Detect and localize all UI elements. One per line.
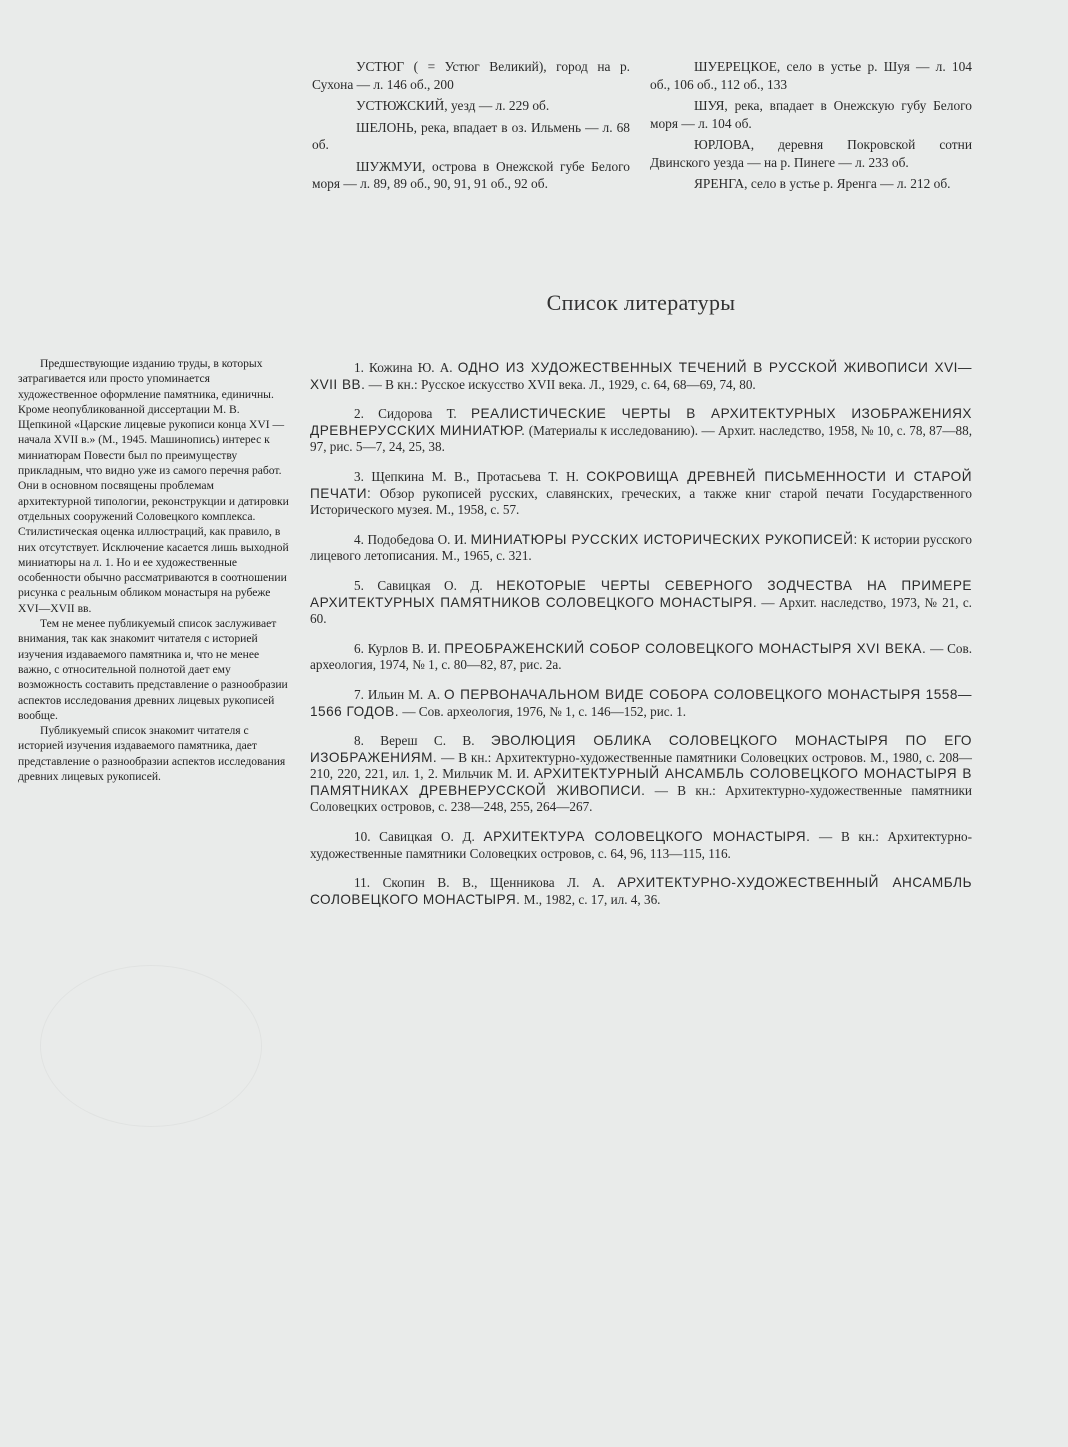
ref-title: РЕАЛИСТИЧЕСКИЕ ЧЕРТЫ В АРХИТЕКТУРНЫХ ИЗОБРАЖЕНИЯХ ДРЕВНЕРУССКИХ МИНИАТЮР. [310,406,973,438]
ref-source: К истории русского лицевого летописания. М., 1965, с. 321. [310,531,972,564]
ref-author: 4. Подобедова О. И. [354,531,471,547]
index-column-left [312,58,630,197]
index-column-right [650,58,972,197]
bibliography-entry [310,687,972,720]
bibliography-entry [310,360,972,393]
ref-source: Обзор рукописей русских, славянских, греческих, а также книг старой печати Государственного Исторического музея. М., 1958, с. 57. [310,485,972,518]
ref-author: 2. Сидорова Т. [354,406,471,422]
bibliography-entry [310,733,972,816]
side-note [18,356,290,784]
bibliography-entry [310,829,972,862]
ref-author: 3. Щепкина М. В., Протасьева Т. Н. [354,468,587,484]
ref-source: — В кн.: Архитектурно-художественные памятники Соловецких островов, с. 238—248, 255, 264—267. [310,782,972,815]
ref-author: 7. Ильин М. А. [354,686,445,702]
bibliography-entry [310,875,972,908]
bibliography-entry [310,406,972,456]
ref-author: 5. Савицкая О. Д. [354,577,497,593]
index-entry: УСТЮЖСКИЙ, уезд — л. 229 об. [356,98,550,113]
side-note-paragraph: Публикуемый список знакомит читателя с историей изучения издаваемого памятника, дает представление о разнообразии аспектов исследования древних лицевых рукописей. [18,724,286,784]
ref-title: МИНИАТЮРЫ РУССКИХ ИСТОРИЧЕСКИХ РУКОПИСЕЙ: [470,531,858,547]
bibliography-entry [310,469,972,519]
ref-author: 11. Скопин В. В., Щенникова Л. А. [354,875,618,891]
ref-title: АРХИТЕКТУРА СОЛОВЕЦКОГО МОНАСТЫРЯ. [483,829,811,845]
ref-title: АРХИТЕКТУРНО-ХУДОЖЕСТВЕННЫЙ АНСАМБЛЬ СОЛОВЕЦКОГО МОНАСТЫРЯ. [310,875,972,907]
ref-source: — В кн.: Архитектурно-художественные памятники Соловецких островов. М., 1980, с. 208—210, 220, 221, ил. 1, 2. Мильчик М. И. [310,749,972,782]
index-entry: УСТЮГ ( = Устюг Великий), город на р. Сухона — л. 146 об., 200 [312,59,630,92]
index-entry: ШЕЛОНЬ, река, впадает в оз. Ильмень — л. 68 об. [312,119,630,152]
index-entry: ШУЯ, река, впадает в Онежскую губу Белого моря — л. 104 об. [650,98,972,131]
ref-title: ОДНО ИЗ ХУДОЖЕСТВЕННЫХ ТЕЧЕНИЙ В РУССКОЙ ЖИВОПИСИ XVI—XVII ВВ. [310,360,973,392]
index-entry: ШУЖМУИ, острова в Онежской губе Белого моря — л. 89, 89 об., 90, 91, 91 об., 92 об. [312,158,630,191]
index-entry: ЯРЕНГА, село в устье р. Яренга — л. 212 об. [694,176,951,191]
index-entry: ЮРЛОВА, деревня Покровской сотни Двинского уезда — на р. Пинеге — л. 233 об. [650,137,972,170]
ref-author: 10. Савицкая О. Д. [354,829,484,845]
ref-title: О ПЕРВОНАЧАЛЬНОМ ВИДЕ СОБОРА СОЛОВЕЦКОГО МОНАСТЫРЯ 1558—1566 ГОДОВ. [310,686,973,719]
bibliography-entry [310,578,972,628]
ref-source: — Архит. наследство, 1973, № 21, с. 60. [310,594,972,627]
ref-source: М., 1982, с. 17, ил. 4, 36. [520,891,661,907]
ref-title: ЭВОЛЮЦИЯ ОБЛИКА СОЛОВЕЦКОГО МОНАСТЫРЯ ПО ЕГО ИЗОБРАЖЕНИЯМ. [310,733,972,765]
side-note-paragraph: Предшествующие изданию труды, в которых затрагивается или просто упоминается художественное оформление памятника, единичны. Кроме неопубликованной диссертации М. В. Щепкиной «Царские лицевые рукописи конца XVI — начала XVII в.» (М., 1945. Машинопись) интерес к миниатюрам Повести был по преимуществу прикладным, что видно уже из самого перечня работ. Они в основном посвящены проблемам архитектурной типологии, реконструкции и датировки отдельных сооружений Соловецкого комплекса. Стилистическая оценка иллюстраций, как правило, в них отсутствует. Исключение касается лишь выходной миниатюры на л. 1. Но и ее художественные особенности обычно рассматриваются в соотношении рисунка с реальным обликом монастыря на рубеже XVI—XVII вв. [18,357,289,615]
bibliography-entry [310,641,972,674]
ref-source: — В кн.: Архитектурно-художественные памятники Соловецких островов, с. 64, 96, 113—115, 116. [310,829,972,861]
ref-source: — Сов. археология, 1976, № 1, с. 146—152, рис. 1. [399,703,687,719]
ref-source: — Сов. археология, 1974, № 1, с. 80—82, 87, рис. 2а. [310,640,972,673]
ref-title: АРХИТЕКТУРНЫЙ АНСАМБЛЬ СОЛОВЕЦКОГО МОНАСТЫРЯ В ПАМЯТНИКАХ ДРЕВНЕРУССКОЙ ЖИВОПИСИ. [310,766,972,798]
ref-source: (Материалы к исследованию). — Архит. наследство, 1958, № 10, с. 78, 87—88, 97, рис. 5—7, 24, 25, 38. [310,422,972,455]
ref-title: НЕКОТОРЫЕ ЧЕРТЫ СЕВЕРНОГО ЗОДЧЕСТВА НА ПРИМЕРЕ АРХИТЕКТУРНЫХ ПАМЯТНИКОВ СОЛОВЕЦКОГО МОНАСТЫРЯ. [310,577,972,610]
ref-author: 1. Кожина Ю. А. [354,360,458,375]
section-title: Список литературы [546,290,736,315]
ref-title: ПРЕОБРАЖЕНСКИЙ СОБОР СОЛОВЕЦКОГО МОНАСТЫРЯ XVI ВЕКА. [444,640,927,656]
ref-author: 8. Вереш С. В. [354,733,491,749]
index-entry: ШУЕРЕЦКОЕ, село в устье р. Шуя — л. 104 об., 106 об., 112 об., 133 [650,59,972,92]
faint-stamp [40,965,262,1127]
ref-author: 6. Курлов В. И. [354,640,445,656]
side-note-paragraph: Тем не менее публикуемый список заслуживает внимания, так как знакомит читателя с историей изучения издаваемого памятника и, что не менее важно, с относительной полнотой дает ему возможность составить представление о разнообразии аспектов исследования древних лицевых рукописей вообще. [18,617,288,722]
bibliography-list [310,360,972,921]
ref-title: СОКРОВИЩА ДРЕВНЕЙ ПИСЬМЕННОСТИ И СТАРОЙ ПЕЧАТИ: [310,468,972,501]
ref-source: — В кн.: Русское искусство XVII века. Л., 1929, с. 64, 68—69, 74, 80. [365,376,756,392]
bibliography-entry [310,532,972,565]
